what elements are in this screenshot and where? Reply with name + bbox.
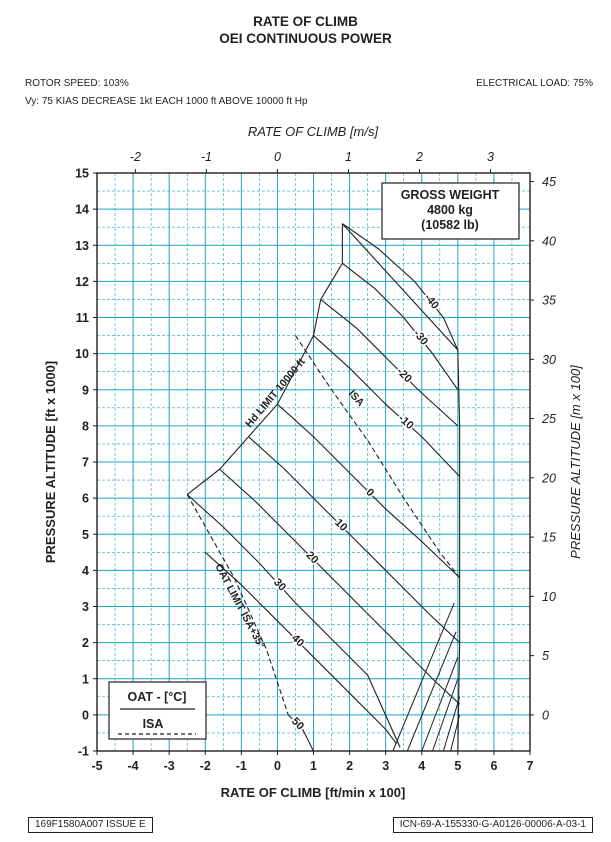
top-tick-label: 1 [344, 150, 352, 164]
right-tick-label: 5 [542, 649, 549, 664]
x-tick-label: 0 [273, 759, 281, 773]
curve-oat-30 [187, 495, 400, 748]
footer-left-ref: 169F1580A007 ISSUE E [28, 817, 153, 833]
curve-label-40: 40 [289, 632, 307, 650]
isa-curve-label: ISA [345, 387, 367, 409]
y-tick-label: 10 [75, 347, 89, 362]
right-tick-label: 0 [542, 708, 549, 723]
electrical-load-note: ELECTRICAL LOAD: 75% [476, 78, 593, 89]
hd-limit-line [187, 224, 342, 495]
y-tick-label: 13 [75, 238, 89, 253]
x-tick-label: 7 [526, 759, 534, 773]
y-tick-label: 0 [82, 708, 89, 723]
x-tick-label: -3 [163, 759, 175, 773]
rotor-speed-note: ROTOR SPEED: 103% [25, 78, 129, 89]
right-tick-label: 30 [542, 352, 556, 367]
bottom-axis-title: RATE OF CLIMB [ft/min x 100] [220, 785, 406, 800]
curve-oat-10 [249, 437, 460, 643]
right-tick-label: 25 [542, 412, 556, 427]
curve-label-50: 50 [289, 715, 307, 733]
y-tick-label: 14 [75, 202, 89, 217]
y-tick-label: 1 [82, 672, 89, 687]
gross-weight-kg: 4800 kg [427, 203, 473, 217]
x-tick-label: -5 [91, 759, 103, 773]
hd-limit-label: Hd LIMIT 10000 ft [243, 356, 308, 430]
top-tick-label: 0 [273, 150, 281, 164]
y-tick-label: 8 [82, 419, 89, 434]
top-tick-label: -1 [200, 150, 212, 164]
x-tick-label: 1 [310, 759, 317, 773]
right-tick-label: 40 [542, 234, 556, 249]
gross-weight-title: GROSS WEIGHT [400, 188, 500, 202]
right-axis-title: PRESSURE ALTITUDE [m x 100] [568, 365, 583, 559]
x-tick-label: -2 [199, 759, 211, 773]
x-tick-label: 4 [418, 759, 426, 773]
right-tick-label: 20 [542, 471, 556, 486]
y-tick-label: 7 [82, 455, 89, 470]
x-tick-label: 6 [490, 759, 498, 773]
gross-weight-lb: (10582 lb) [421, 218, 479, 232]
curve-label-20: 20 [303, 549, 321, 567]
oat-legend-title: OAT - [°C] [127, 690, 187, 704]
y-tick-label: 15 [75, 166, 89, 181]
fan-line [393, 603, 454, 751]
curve-label--10: -10 [395, 412, 416, 433]
oat-legend-isa-label: ISA [142, 717, 164, 731]
chart-grid [97, 173, 530, 751]
x-tick-label: -1 [235, 759, 247, 773]
oat-limit-label: OAT LIMIT ISA+35° [212, 561, 268, 651]
x-tick-label: -4 [127, 759, 139, 773]
x-tick-label: 3 [382, 759, 390, 773]
temperature-curves [187, 224, 459, 751]
y-tick-label: -1 [77, 744, 89, 759]
curve-oat-20 [220, 469, 460, 704]
envelope-line [342, 224, 459, 751]
y-tick-label: 12 [75, 274, 89, 289]
y-tick-label: 9 [82, 383, 89, 398]
right-tick-label: 35 [542, 293, 556, 308]
x-tick-label: 2 [346, 759, 354, 773]
y-tick-label: 6 [82, 491, 89, 506]
footer-right-ref: ICN-69-A-155330-G-A0126-00006-A-03-1 [393, 817, 593, 833]
x-tick-label: 5 [454, 759, 462, 773]
curve-label-10: 10 [332, 516, 350, 534]
curve-label-30: 30 [271, 576, 289, 594]
vy-note: Vy: 75 KIAS DECREASE 1kt EACH 1000 ft ABOVE 10000 ft Hp [25, 96, 308, 107]
right-tick-label: 15 [542, 530, 556, 545]
chart-subtitle: OEI CONTINUOUS POWER [219, 31, 392, 46]
left-axis-title: PRESSURE ALTITUDE [ft x 1000] [43, 360, 58, 564]
top-axis-title: RATE OF CLIMB [m/s] [247, 124, 379, 139]
curve-label--40: -40 [421, 291, 441, 312]
y-tick-label: 2 [82, 636, 89, 651]
right-tick-label: 45 [542, 175, 556, 190]
y-tick-label: 3 [82, 600, 89, 614]
curve-label-0: 0 [363, 486, 377, 500]
top-tick-label: 3 [487, 150, 494, 164]
top-tick-label: 2 [416, 150, 423, 164]
curve-label--20: -20 [394, 365, 414, 386]
curve-label--30: -30 [410, 327, 431, 348]
y-tick-label: 5 [82, 527, 89, 542]
curve-oat--10 [314, 336, 460, 477]
y-tick-label: 4 [82, 563, 89, 578]
right-tick-label: 10 [542, 589, 556, 604]
top-tick-label: -2 [129, 150, 141, 164]
chart-title: RATE OF CLIMB [253, 14, 358, 29]
y-tick-label: 11 [75, 311, 89, 325]
